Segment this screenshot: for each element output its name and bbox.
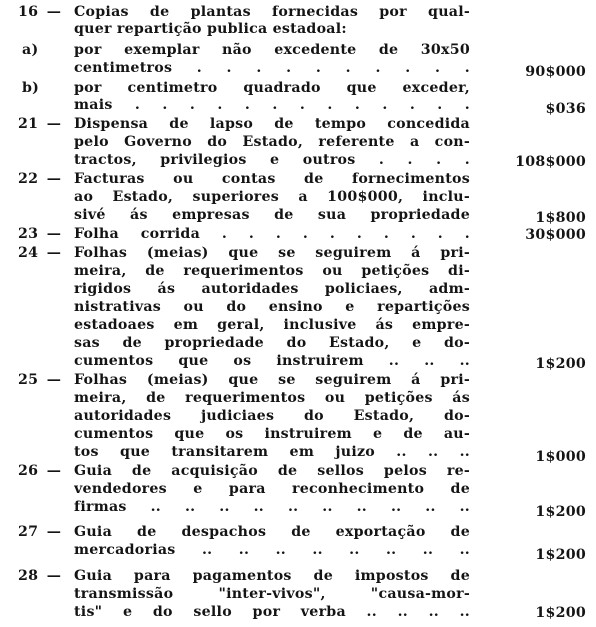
entry-line: Copias de plantas fornecidas por qual- (74, 4, 470, 20)
entry-line: vendedores e para reconhecimento de (74, 481, 470, 497)
entry-line: Folhas (meias) que se seguirem á pri- (74, 372, 470, 388)
entry-dash: — (46, 568, 62, 584)
entry-line: por centimetro quadrado que exceder, (74, 80, 470, 96)
price-value: 108$000 (515, 154, 586, 170)
entry-line: Folhas (meias) que se seguirem á pri- (74, 245, 470, 261)
entry-line: Dispensa de lapso de tempo concedida (74, 116, 470, 132)
entry-dash: — (46, 245, 62, 261)
entry-number: 22 (18, 171, 39, 187)
subitem-label: b) (22, 80, 40, 96)
entry-line: por exemplar não excedente de 30x50 (74, 42, 470, 58)
entry-number: 21 (18, 116, 39, 132)
entry-line: tos que transitarem em juizo .. .. .. (74, 444, 470, 460)
entry-line: firmas .. .. .. .. .. .. .. .. .. .. (74, 499, 470, 515)
price-value: 1$200 (535, 605, 586, 621)
price-value: 1$000 (535, 449, 586, 465)
entry-number: 26 (18, 463, 39, 479)
entry-line: meira, de requerimentos ou petições di- (74, 263, 470, 279)
entry-line: Folha corrida . . . . . . . . . . (74, 226, 470, 242)
entry-number: 23 (18, 226, 39, 242)
entry-dash: — (46, 171, 62, 187)
entry-dash: — (46, 226, 62, 242)
entry-number: 25 (18, 372, 39, 388)
price-value: 1$800 (535, 210, 586, 226)
entry-line: Guia para pagamentos de impostos de (74, 568, 470, 584)
entry-line: transmissão "inter-vivos", "causa-mor- (74, 586, 470, 602)
entry-line: rigidos ás autoridades policiaes, adm- (74, 281, 470, 297)
entry-dash: — (46, 463, 62, 479)
entry-line: tis" e do sello por verba .. .. .. .. (74, 604, 470, 620)
entry-number: 16 (18, 4, 39, 20)
entry-line: mais . . . . . . . . . . . . . (74, 97, 470, 113)
price-value: 30$000 (525, 227, 586, 243)
price-value: 1$200 (535, 547, 586, 563)
entry-number: 28 (18, 568, 39, 584)
entry-line: sas de propriedade do Estado, e do- (74, 335, 470, 351)
price-value: 1$200 (535, 504, 586, 520)
entry-line: quer repartição publica estadoal: (74, 21, 347, 37)
entry-line: cumentos que os instruirem .. .. .. (74, 353, 470, 369)
entry-line: Guia de acquisição de sellos pelos re- (74, 463, 470, 479)
entry-line: estadoaes em geral, inclusive ás empre- (74, 317, 470, 333)
entry-line: meira, de requerimentos ou petições ás (74, 390, 470, 406)
entry-line: cumentos que os instruirem e de au- (74, 426, 470, 442)
entry-line: ao Estado, superiores a 100$000, inclu- (74, 189, 470, 205)
entry-line: mercadorias .. .. .. .. .. .. .. .. (74, 542, 470, 558)
entry-line: Facturas ou contas de fornecimentos (74, 171, 470, 187)
entry-dash: — (46, 4, 62, 20)
entry-line: centimetros . . . . . . . . . . (74, 60, 470, 76)
entry-number: 27 (18, 524, 39, 540)
price-value: $036 (545, 101, 586, 117)
price-value: 1$200 (535, 356, 586, 372)
price-value: 90$000 (525, 64, 586, 80)
subitem-label: a) (22, 42, 39, 58)
entry-dash: — (46, 372, 62, 388)
entry-dash: — (46, 116, 62, 132)
entry-line: pelo Governo do Estado, referente a con- (74, 134, 470, 150)
entry-dash: — (46, 524, 62, 540)
entry-line: Guia de despachos de exportação de (74, 524, 470, 540)
entry-number: 24 (18, 245, 39, 261)
entry-line: nistrativas ou do ensino e repartições (74, 299, 470, 315)
entry-line: sivé ás empresas de sua propriedade (74, 207, 470, 223)
entry-line: autoridades judiciaes do Estado, do- (74, 408, 470, 424)
entry-line: tractos, privilegios e outros . . . . (74, 152, 470, 168)
